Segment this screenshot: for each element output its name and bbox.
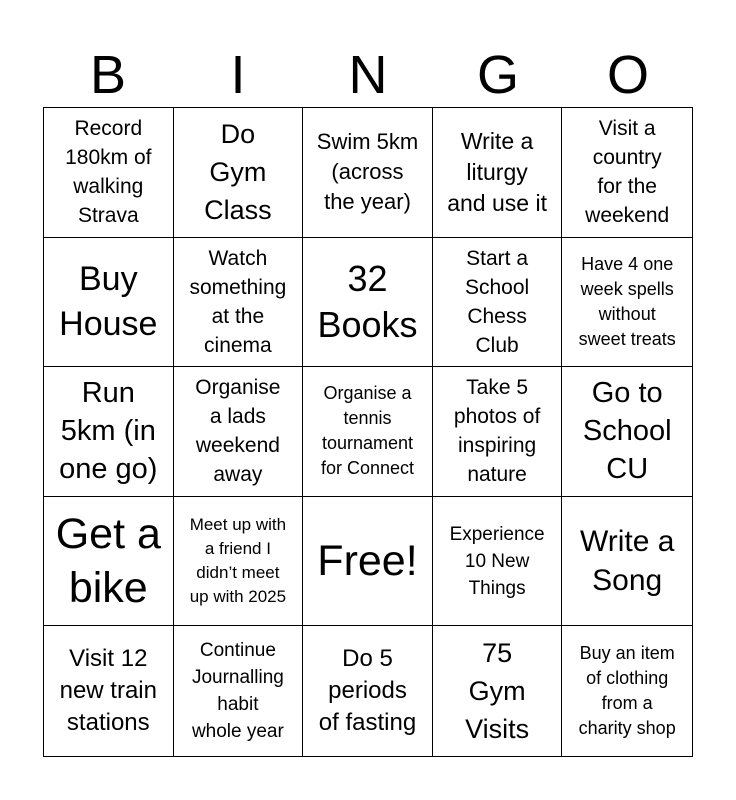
bingo-cell[interactable] bbox=[174, 238, 304, 368]
bingo-cell[interactable] bbox=[562, 367, 692, 497]
bingo-cell[interactable] bbox=[433, 108, 563, 238]
cell-text: Run 5km (in one go) bbox=[59, 377, 158, 486]
cell-text: Swim 5km (across the year) bbox=[316, 129, 419, 215]
bingo-cell[interactable] bbox=[44, 367, 174, 497]
cell-text: Watch something at the cinema bbox=[189, 246, 287, 357]
cell-text: 75 Gym Visits bbox=[465, 638, 530, 745]
bingo-cell[interactable] bbox=[433, 497, 563, 627]
cell-text: Do 5 periods of fasting bbox=[318, 645, 417, 737]
header-letter-n: N bbox=[348, 45, 388, 105]
cell-text: Take 5 photos of inspiring nature bbox=[453, 376, 541, 487]
cell-text: Free! bbox=[317, 537, 418, 586]
bingo-cell[interactable] bbox=[174, 626, 304, 756]
cell-text: Organise a lads weekend away bbox=[195, 376, 281, 487]
cell-text: Visit 12 new train stations bbox=[59, 645, 157, 737]
cell-text: Do Gym Class bbox=[204, 119, 272, 226]
bingo-cell[interactable] bbox=[44, 497, 174, 627]
cell-text: Buy House bbox=[59, 259, 158, 343]
bingo-cell[interactable] bbox=[562, 626, 692, 756]
bingo-cell[interactable] bbox=[562, 238, 692, 368]
header-letter-i: I bbox=[230, 45, 246, 105]
bingo-cell[interactable] bbox=[562, 497, 692, 627]
bingo-cell[interactable] bbox=[303, 108, 433, 238]
cell-text: Have 4 one week spells without sweet treats bbox=[578, 253, 676, 349]
cell-text: Write a Song bbox=[579, 525, 675, 598]
bingo-cell[interactable] bbox=[44, 238, 174, 368]
cell-text: Experience 10 New Things bbox=[449, 523, 545, 599]
cell-text: Buy an item of clothing from a charity shop bbox=[578, 643, 676, 739]
header-letter-b: B bbox=[89, 45, 127, 105]
cell-text: Visit a country for the weekend bbox=[585, 117, 670, 228]
cell-text: Record 180km of walking Strava bbox=[65, 117, 152, 228]
bingo-cell[interactable] bbox=[433, 367, 563, 497]
bingo-cell[interactable] bbox=[433, 626, 563, 756]
bingo-cell[interactable] bbox=[174, 108, 304, 238]
bingo-cell[interactable] bbox=[562, 108, 692, 238]
bingo-header bbox=[43, 40, 693, 110]
header-letter-g: G bbox=[476, 45, 519, 105]
bingo-cell[interactable] bbox=[174, 497, 304, 627]
cell-text: 32 Books bbox=[317, 257, 418, 345]
header-letter-o: O bbox=[606, 45, 649, 105]
cell-text: Go to School CU bbox=[582, 377, 672, 486]
bingo-cell[interactable] bbox=[303, 238, 433, 368]
free-space-cell[interactable] bbox=[303, 497, 433, 627]
cell-text: Start a School Chess Club bbox=[464, 246, 530, 357]
cell-text: Meet up with a friend I didn’t meet up with 2025 bbox=[189, 515, 287, 607]
bingo-cell[interactable] bbox=[44, 626, 174, 756]
bingo-cell[interactable] bbox=[303, 626, 433, 756]
cell-text: Write a liturgy and use it bbox=[447, 127, 547, 216]
cell-text: Continue Journalling habit whole year bbox=[191, 640, 284, 743]
cell-text: Get a bike bbox=[55, 510, 161, 613]
cell-text: Organise a tennis tournament for Connect bbox=[320, 383, 415, 479]
bingo-cell[interactable] bbox=[174, 367, 304, 497]
bingo-board bbox=[43, 107, 693, 757]
bingo-cell[interactable] bbox=[303, 367, 433, 497]
bingo-cell[interactable] bbox=[433, 238, 563, 368]
bingo-cell[interactable] bbox=[44, 108, 174, 238]
